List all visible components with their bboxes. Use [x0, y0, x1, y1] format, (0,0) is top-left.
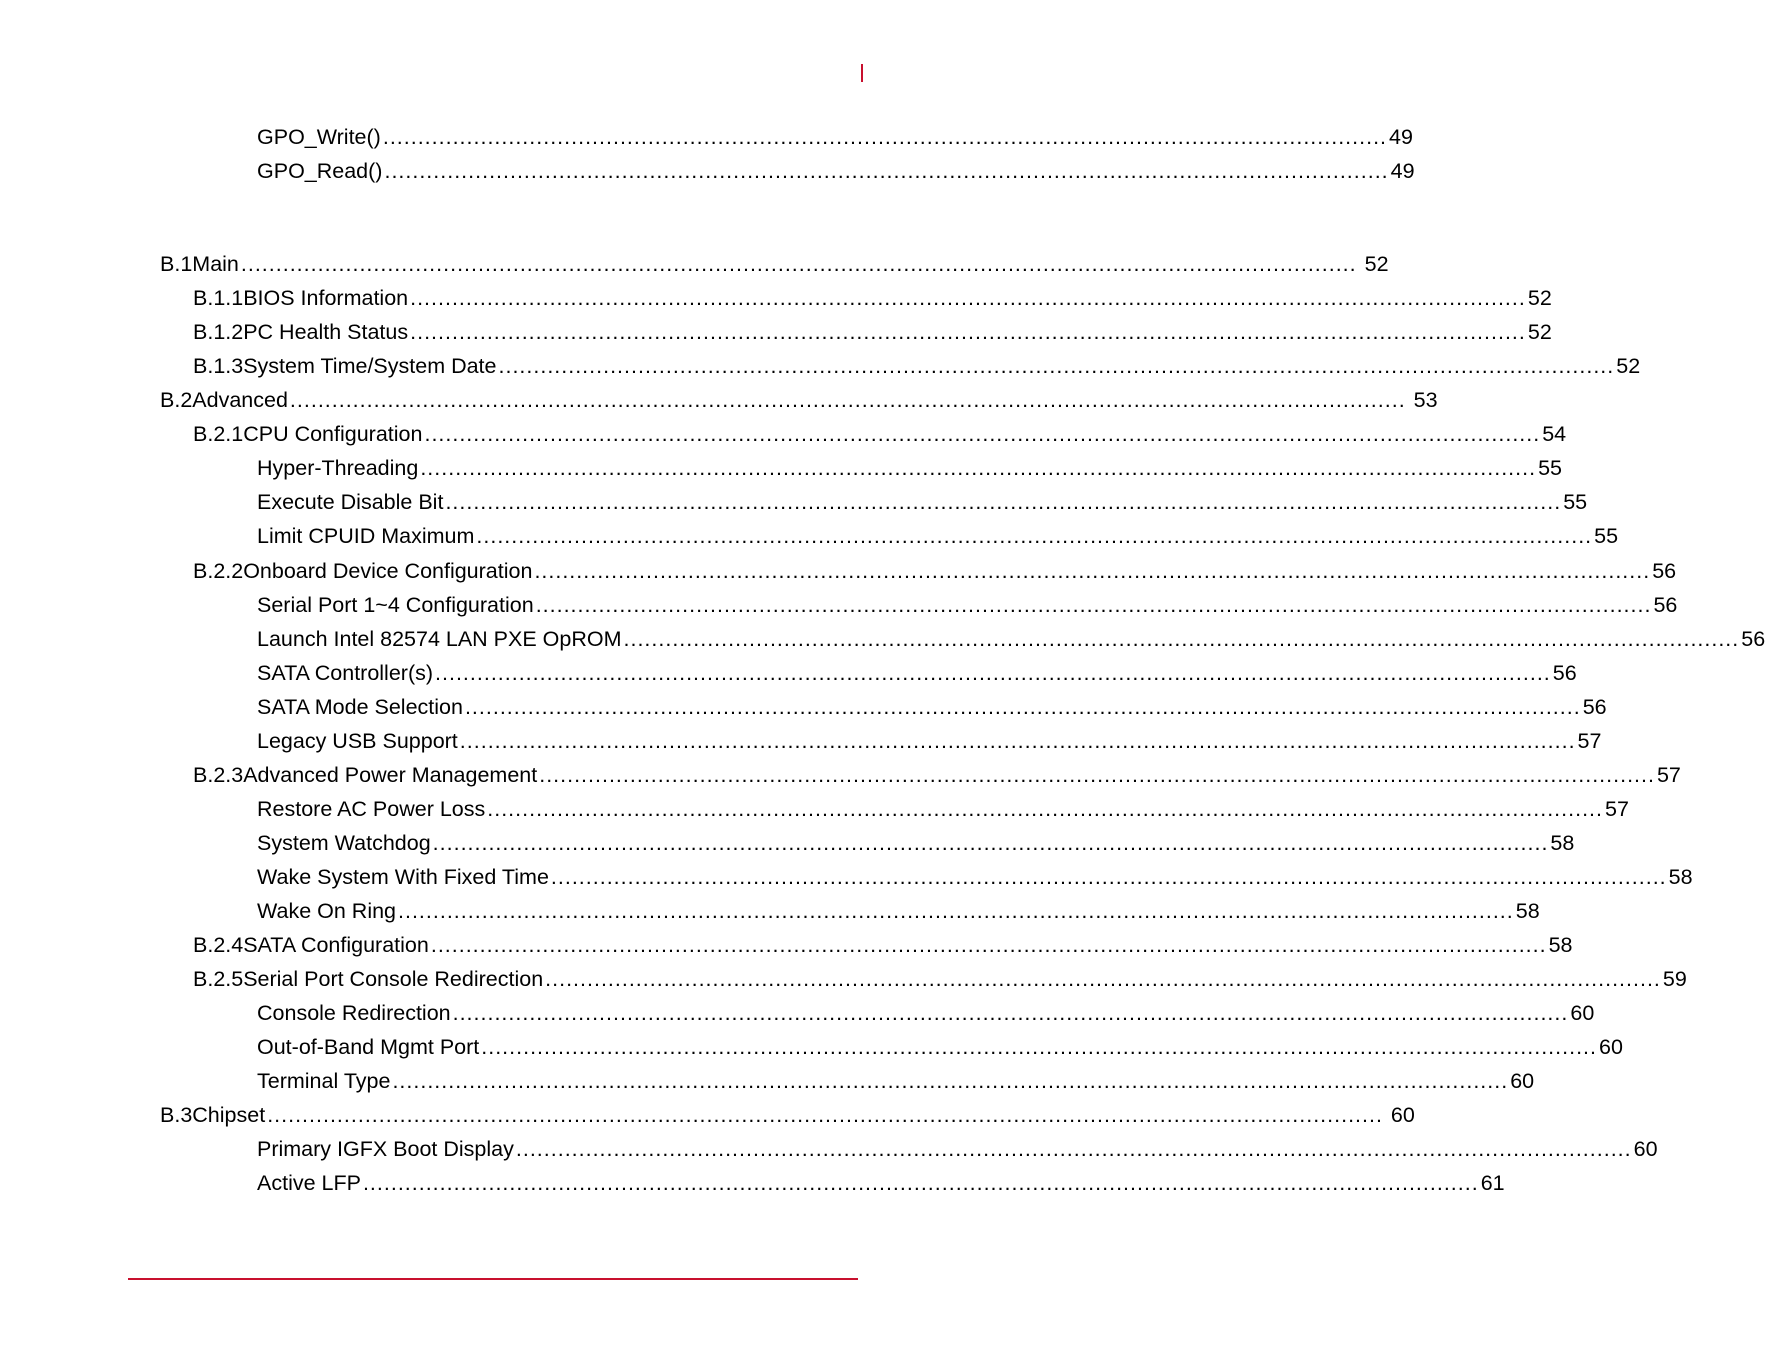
toc-entry[interactable]	[193, 417, 1567, 447]
toc-entry-page: 56	[1652, 558, 1677, 583]
toc-entry[interactable]	[257, 485, 1588, 515]
toc-entry[interactable]	[193, 315, 1552, 345]
toc-entry[interactable]	[160, 1098, 1415, 1128]
header-accent-mark	[861, 64, 863, 82]
toc-entry-gpo-write[interactable]	[257, 120, 1413, 150]
toc-entry[interactable]	[257, 724, 1602, 754]
leader-dots: ................................................................................................................................................................	[432, 830, 1549, 855]
leader-dots: ................................................................................................................................................................	[545, 967, 1661, 991]
toc-entry-title: Onboard Device Configuration	[243, 558, 533, 583]
toc-entry-title: Terminal Type	[257, 1069, 391, 1094]
toc-entry-title: Active LFP	[257, 1171, 361, 1196]
leader-dots: ................................................................................................................................................................	[240, 252, 1357, 276]
toc-entry-number: B.1.1	[193, 286, 244, 311]
toc-entry-page: 60	[1570, 1001, 1595, 1026]
toc-entry[interactable]	[193, 758, 1681, 788]
toc-entry[interactable]	[257, 792, 1629, 822]
toc-entry[interactable]	[193, 962, 1687, 992]
toc-entry[interactable]	[257, 588, 1678, 618]
leader-dots: ................................................................................................................................................................	[459, 728, 1576, 753]
toc-entry-page: 49	[1390, 159, 1415, 183]
toc-entry-title: Limit CPUID Maximum	[257, 524, 475, 549]
toc-entry-number: B.2.1	[193, 422, 244, 447]
leader-dots: ................................................................................................................................................................	[430, 933, 1547, 957]
toc-entry-title: PC Health Status	[243, 320, 409, 345]
toc-entry-page: 58	[1550, 830, 1575, 855]
toc-entry-page: 56	[1552, 660, 1577, 685]
toc-entry-number: B.2.5	[193, 967, 244, 991]
toc-entry-page: 60	[1384, 1103, 1415, 1128]
toc-entry-title: Execute Disable Bit	[257, 490, 444, 515]
toc-entry[interactable]	[193, 349, 1641, 379]
toc-entry-page: 52	[1358, 252, 1389, 276]
toc-entry[interactable]	[257, 1030, 1623, 1060]
leader-dots: ................................................................................................................................................................	[481, 1035, 1597, 1060]
toc-entry[interactable]	[257, 690, 1607, 720]
toc-entry-number: B.2.3	[193, 762, 244, 787]
toc-entry-number: B.2	[160, 388, 193, 413]
toc-entry[interactable]	[193, 928, 1573, 958]
toc-entry-page: 52	[1527, 286, 1552, 311]
toc-entry-page: 57	[1577, 728, 1602, 753]
toc-entry-title: Legacy USB Support	[257, 728, 458, 753]
toc-entry-title: GPO_Write()	[257, 125, 381, 149]
toc-entry-page: 58	[1668, 864, 1693, 889]
toc-entry-title: Wake System With Fixed Time	[257, 864, 549, 889]
toc-entry-page: 53	[1407, 388, 1438, 413]
toc-entry-title: Serial Port Console Redirection	[243, 967, 544, 991]
toc-entry-title: Serial Port 1~4 Configuration	[257, 592, 534, 617]
toc-entry[interactable]	[257, 656, 1577, 686]
toc-entry-title: Advanced Power Management	[243, 762, 538, 787]
leader-dots: ................................................................................................................................................................	[476, 524, 1593, 549]
toc-entry-page: 55	[1594, 524, 1619, 549]
toc-entry-title: CPU Configuration	[243, 422, 423, 447]
toc-entry-number: B.1.2	[193, 320, 244, 345]
toc-entry[interactable]	[257, 860, 1693, 890]
toc-entry[interactable]	[257, 1166, 1505, 1196]
toc-entry-title: Wake On Ring	[257, 898, 397, 923]
toc-entry-gpo-read[interactable]	[257, 154, 1415, 184]
toc-entry[interactable]	[257, 451, 1562, 481]
toc-entry-page: 60	[1633, 1137, 1658, 1162]
leader-dots: ................................................................................................................................................................	[487, 796, 1603, 821]
toc-entry-page: 61	[1480, 1171, 1505, 1196]
leader-dots: ................................................................................................................................................................	[289, 388, 1406, 413]
toc-entry[interactable]	[193, 554, 1677, 584]
toc-entry-page: 56	[1741, 626, 1765, 651]
toc-entry-page: 58	[1548, 933, 1573, 957]
leader-dots: ................................................................................................................................................................	[410, 286, 1526, 311]
toc-entry-title: Launch Intel 82574 LAN PXE OpROM	[257, 626, 622, 651]
leader-dots: ................................................................................................................................................................	[464, 694, 1581, 719]
toc-entry-page: 56	[1582, 694, 1607, 719]
toc-entry-page: 59	[1662, 967, 1687, 991]
toc-entry-title: GPO_Read()	[257, 159, 383, 183]
toc-entry-number: B.2.2	[193, 558, 244, 583]
toc-entry-title: Chipset	[192, 1103, 266, 1128]
toc-entry-title: Console Redirection	[257, 1001, 451, 1026]
toc-entry[interactable]	[257, 1132, 1658, 1162]
toc-entry[interactable]	[257, 996, 1595, 1026]
leader-dots: ................................................................................................................................................................	[435, 660, 1551, 685]
toc-entry-page: 55	[1538, 456, 1562, 481]
toc-entry[interactable]	[257, 519, 1619, 549]
toc-entry-title: System Time/System Date	[243, 354, 497, 379]
leader-dots: ................................................................................................................................................................	[362, 1171, 1479, 1196]
footer-rule	[128, 1278, 858, 1280]
toc-entry-number: B.3	[160, 1103, 193, 1128]
leader-dots: ................................................................................................................................................................	[410, 320, 1526, 345]
toc-entry-page: 49	[1389, 125, 1413, 149]
toc-entry-number: B.1.3	[193, 354, 244, 379]
toc-entry[interactable]	[193, 281, 1552, 311]
toc-entry-page: 54	[1542, 422, 1567, 447]
toc-entry-page: 52	[1527, 320, 1552, 345]
leader-dots: ................................................................................................................................................................	[534, 558, 1651, 583]
toc-entry-page: 55	[1563, 490, 1588, 515]
leader-dots: ................................................................................................................................................................	[398, 898, 1514, 923]
leader-dots: ................................................................................................................................................	[384, 159, 1389, 183]
toc-entry-page: 57	[1656, 762, 1681, 787]
toc-entry-page: 58	[1515, 898, 1540, 923]
toc-entry-page: 56	[1653, 592, 1678, 617]
toc-entry-title: BIOS Information	[243, 286, 409, 311]
leader-dots: ................................................................................................................................................................	[515, 1137, 1632, 1162]
toc-entry-title: Advanced	[192, 388, 288, 413]
toc-entry[interactable]	[257, 826, 1575, 856]
toc-entry-title: SATA Controller(s)	[257, 660, 434, 685]
leader-dots: ................................................................................................................................................................	[424, 422, 1541, 447]
toc-entry-title: SATA Mode Selection	[257, 694, 463, 719]
leader-dots: ................................................................................................................................................................	[420, 456, 1537, 481]
leader-dots: ................................................................................................................................................	[382, 125, 1388, 149]
toc-entry-page: 52	[1616, 354, 1641, 379]
leader-dots: ................................................................................................................................................................	[452, 1001, 1569, 1026]
toc-entry-title: Main	[192, 252, 239, 276]
toc-entry[interactable]	[257, 622, 1765, 652]
toc-entry-title: SATA Configuration	[243, 933, 429, 957]
leader-dots: ................................................................................................................................................................	[539, 762, 1655, 787]
leader-dots: ................................................................................................................................................................	[392, 1069, 1509, 1094]
toc-entry[interactable]	[160, 383, 1438, 413]
toc-entry-page: 60	[1510, 1069, 1535, 1094]
toc-entry-number: B.2.4	[193, 933, 244, 957]
leader-dots: ................................................................................................................................................................	[445, 490, 1562, 515]
toc-entry[interactable]	[160, 247, 1389, 277]
leader-dots: ................................................................................................................................................................	[498, 354, 1615, 379]
leader-dots: ................................................................................................................................................................	[535, 592, 1652, 617]
toc-entry-page: 60	[1599, 1035, 1623, 1060]
leader-dots: ................................................................................................................................................................	[550, 864, 1667, 889]
toc-entry-title: Hyper-Threading	[257, 456, 419, 481]
leader-dots: ................................................................................................................................................................	[623, 626, 1740, 651]
leader-dots: ................................................................................................................................................................	[267, 1103, 1383, 1128]
toc-entry[interactable]	[257, 894, 1540, 924]
toc-entry-page: 57	[1605, 796, 1629, 821]
toc-entry-number: B.1	[160, 252, 193, 276]
toc-entry-title: System Watchdog	[257, 830, 431, 855]
toc-entry-title: Restore AC Power Loss	[257, 796, 486, 821]
toc-entry-title: Primary IGFX Boot Display	[257, 1137, 514, 1162]
toc-entry[interactable]	[257, 1064, 1535, 1094]
toc-entry-title: Out-of-Band Mgmt Port	[257, 1035, 480, 1060]
